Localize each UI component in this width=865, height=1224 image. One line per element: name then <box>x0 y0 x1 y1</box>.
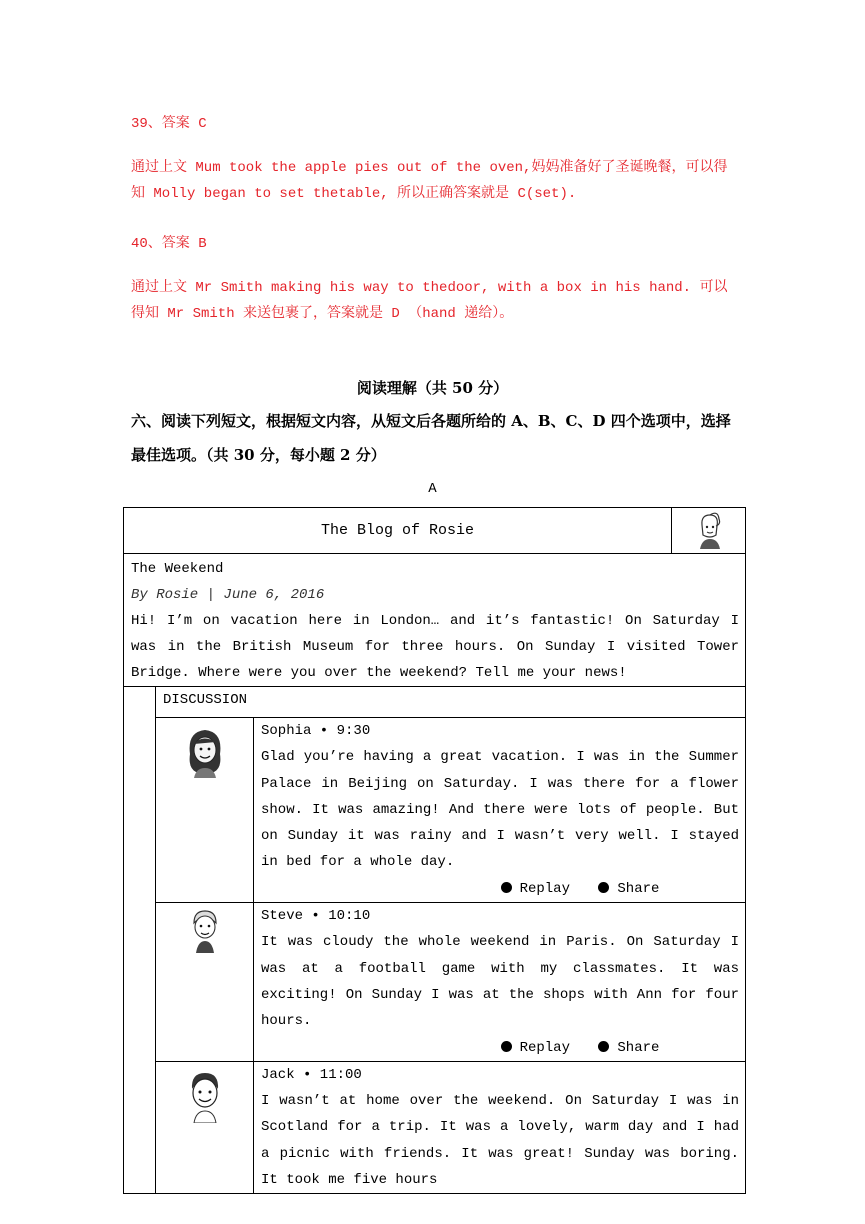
rosie-avatar <box>672 508 746 554</box>
blog-post <box>124 554 746 687</box>
bullet-icon <box>598 882 609 893</box>
share-link[interactable]: Share <box>598 881 659 897</box>
steve-avatar-icon <box>188 907 222 953</box>
bullet-icon <box>501 882 512 893</box>
sophia-avatar-icon <box>184 724 226 778</box>
reply-link[interactable]: Replay <box>501 881 570 897</box>
jack-avatar-icon <box>185 1067 225 1123</box>
share-link[interactable]: Share <box>598 1040 659 1056</box>
sophia-avatar <box>156 718 254 903</box>
comment-author-time: Sophia • 9:30 <box>261 723 371 739</box>
blog-table <box>123 507 746 1194</box>
comment-jack <box>254 1061 746 1193</box>
comment-author-time: Steve • 10:10 <box>261 908 371 925</box>
answer-40-title: 40、答案 B <box>131 236 207 252</box>
steve-avatar <box>156 903 254 1062</box>
rosie-avatar-icon <box>692 511 726 551</box>
section-title: 阅读理解（共 50 分） <box>356 379 509 397</box>
blog-title: The Blog of Rosie <box>124 508 672 554</box>
comment-sophia <box>254 718 746 903</box>
answer-40-explanation: 通过上文 Mr Smith making his way to thedoor, with a box in his hand. 可以得知 Mr Smith 来送包裹了，答案就是 D （hand 递给）。 <box>131 280 728 322</box>
comment-text: Glad you’re having a great vacation. I was in the Summer Palace in Beijing on Saturday. I was there for a flower show. It was amazing! And there were lots of people. But on Sunday it was rainy and I wasn’t very well. I stayed in bed for a whole day. <box>261 749 739 871</box>
comment-text: I wasn’t at home over the weekend. On Saturday I was in Scotland for a trip. It was a lovely, warm day and I had a picnic with friends. It was great! Sunday was boring. It took me five hours <box>261 1093 739 1189</box>
discussion-header: DISCUSSION <box>156 687 746 718</box>
comment-text: It was cloudy the whole weekend in Paris. On Saturday I was at a football game with my classmates. It was exciting! On Sunday I was at the shops with Ann for four hours. <box>261 934 739 1030</box>
post-body: Hi! I’m on vacation here in London… and it’s fantastic! On Saturday I was in the British Museum for three hours. On Sunday I visited Tower Bridge. Where were you over the weekend? Tell me your news! <box>131 613 739 681</box>
passage-label: A <box>428 481 437 497</box>
bullet-icon <box>501 1041 512 1052</box>
indent-column <box>124 687 156 1194</box>
post-byline: By Rosie | June 6, 2016 <box>131 587 325 603</box>
post-title: The Weekend <box>131 561 224 577</box>
answer-39-title: 39、答案 C <box>131 116 207 132</box>
bullet-icon <box>598 1041 609 1052</box>
jack-avatar <box>156 1061 254 1193</box>
comment-actions <box>261 876 739 902</box>
answer-39-explanation: 通过上文 Mum took the apple pies out of the oven,妈妈准备好了圣诞晚餐，可以得知 Molly began to set thetable, 所以正确答案就是 C(set). <box>131 160 728 202</box>
comment-steve <box>254 903 746 1062</box>
section-instructions: 六、阅读下列短文，根据短文内容，从短文后各题所给的 A、B、C、D 四个选项中，选择最佳选项。（共 30 分，每小题 2 分） <box>131 412 731 464</box>
comment-actions <box>261 1035 739 1061</box>
reply-link[interactable]: Replay <box>501 1040 570 1056</box>
comment-author-time: Jack • 11:00 <box>261 1066 362 1083</box>
